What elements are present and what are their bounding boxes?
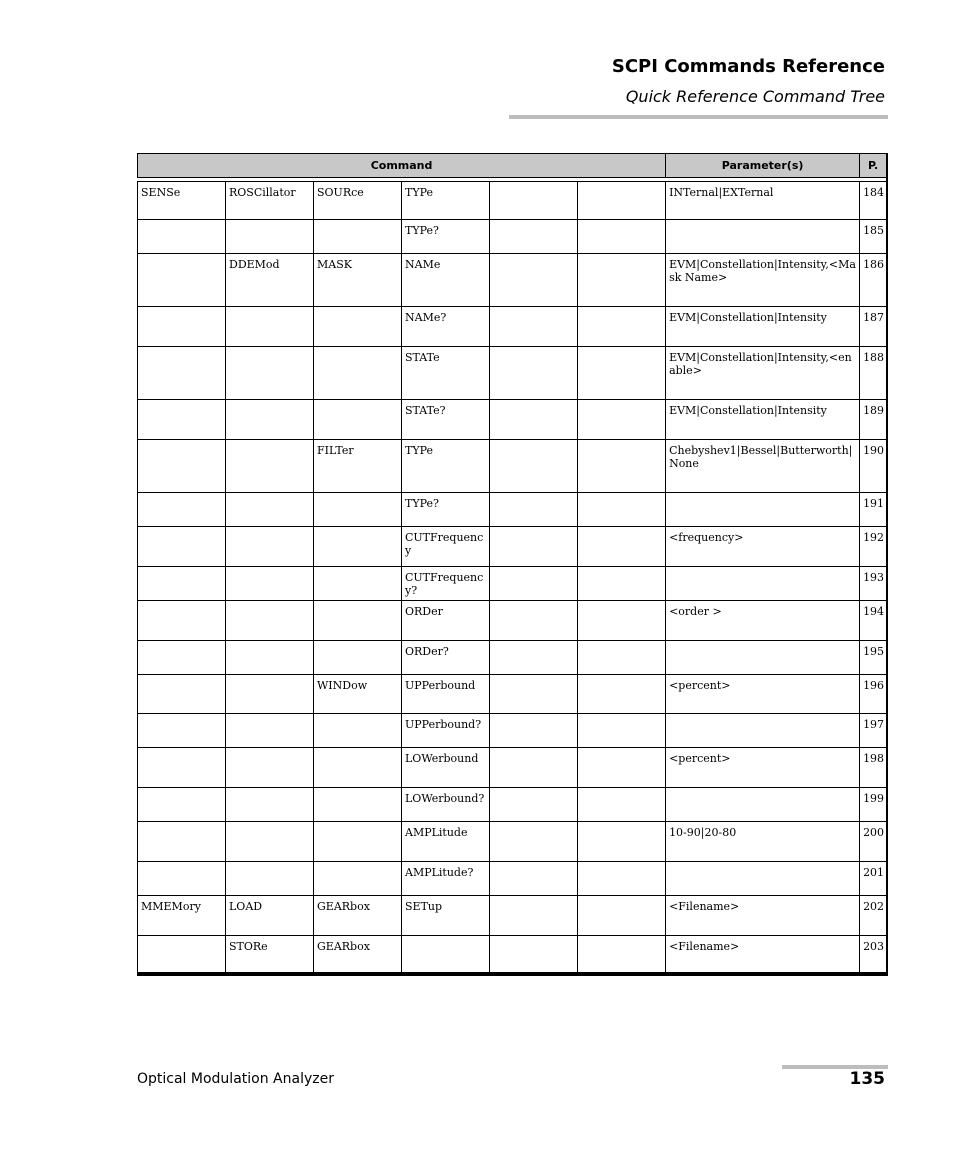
command-level-2-cell: [226, 400, 314, 440]
command-level-4-cell: CUTFrequency?: [402, 567, 490, 601]
parameter-cell: Chebyshev1|Bessel|Butterworth|None: [666, 440, 860, 493]
command-level-6-cell: [578, 675, 666, 714]
parameter-cell: <frequency>: [666, 527, 860, 567]
command-level-5-cell: [490, 567, 578, 601]
command-level-1-cell: [138, 822, 226, 862]
command-level-6-cell: [578, 788, 666, 822]
command-level-3-cell: WINDow: [314, 675, 402, 714]
parameter-cell: [666, 220, 860, 254]
command-level-3-cell: [314, 822, 402, 862]
command-level-2-cell: STORe: [226, 936, 314, 973]
command-level-4-cell: UPPerbound?: [402, 714, 490, 748]
command-level-5-cell: [490, 220, 578, 254]
command-level-4-cell: ORDer: [402, 601, 490, 641]
table-row: [138, 714, 887, 748]
command-level-4-cell: TYPe: [402, 440, 490, 493]
command-level-2-cell: [226, 527, 314, 567]
command-level-4-cell: TYPe?: [402, 493, 490, 527]
command-level-4-cell: TYPe?: [402, 220, 490, 254]
table-row: [138, 896, 887, 936]
command-level-3-cell: MASK: [314, 254, 402, 307]
parameter-cell: [666, 714, 860, 748]
page-ref-cell: 188: [860, 347, 887, 400]
command-level-2-cell: [226, 748, 314, 788]
table-row: [138, 748, 887, 788]
command-level-4-cell: AMPLitude: [402, 822, 490, 862]
parameter-cell: INTernal|EXTernal: [666, 182, 860, 220]
page-ref-cell: 195: [860, 641, 887, 675]
table-row: [138, 601, 887, 641]
command-level-3-cell: [314, 527, 402, 567]
command-level-2-cell: ROSCillator: [226, 182, 314, 220]
command-level-1-cell: [138, 862, 226, 896]
command-table: [137, 153, 887, 973]
command-level-3-cell: [314, 307, 402, 347]
command-level-3-cell: [314, 493, 402, 527]
command-level-5-cell: [490, 440, 578, 493]
page-ref-cell: 189: [860, 400, 887, 440]
table-row: [138, 493, 887, 527]
command-level-4-cell: CUTFrequency: [402, 527, 490, 567]
command-level-4-cell: TYPe: [402, 182, 490, 220]
command-level-6-cell: [578, 493, 666, 527]
table-body: [138, 182, 887, 973]
command-level-5-cell: [490, 493, 578, 527]
command-level-3-cell: [314, 567, 402, 601]
page-ref-cell: 197: [860, 714, 887, 748]
parameter-cell: EVM|Constellation|Intensity,<enable>: [666, 347, 860, 400]
page-ref-cell: 186: [860, 254, 887, 307]
table-header-row: [138, 154, 887, 178]
header-parameters: Parameter(s): [666, 154, 860, 178]
command-level-2-cell: [226, 347, 314, 400]
command-level-6-cell: [578, 254, 666, 307]
table-row: [138, 347, 887, 400]
command-level-6-cell: [578, 440, 666, 493]
header-rule: [509, 115, 888, 119]
command-level-2-cell: [226, 440, 314, 493]
command-level-6-cell: [578, 862, 666, 896]
command-level-6-cell: [578, 220, 666, 254]
command-level-1-cell: [138, 567, 226, 601]
command-level-1-cell: [138, 493, 226, 527]
parameter-cell: 10-90|20-80: [666, 822, 860, 862]
command-level-2-cell: [226, 567, 314, 601]
command-level-2-cell: [226, 714, 314, 748]
command-level-5-cell: [490, 896, 578, 936]
command-level-2-cell: [226, 601, 314, 641]
command-level-1-cell: [138, 936, 226, 973]
command-level-3-cell: [314, 220, 402, 254]
command-level-4-cell: NAMe: [402, 254, 490, 307]
command-level-6-cell: [578, 822, 666, 862]
table-row: [138, 675, 887, 714]
parameter-cell: EVM|Constellation|Intensity,<Mask Name>: [666, 254, 860, 307]
page-ref-cell: 192: [860, 527, 887, 567]
table-row: [138, 788, 887, 822]
footer-page-number: 135: [849, 1069, 885, 1089]
table-row: [138, 400, 887, 440]
command-level-4-cell: ORDer?: [402, 641, 490, 675]
command-level-5-cell: [490, 748, 578, 788]
parameter-cell: <order >: [666, 601, 860, 641]
page-ref-cell: 184: [860, 182, 887, 220]
page-ref-cell: 194: [860, 601, 887, 641]
command-level-2-cell: [226, 862, 314, 896]
command-level-1-cell: [138, 527, 226, 567]
command-level-4-cell: [402, 936, 490, 973]
table-row: [138, 641, 887, 675]
command-level-4-cell: SETup: [402, 896, 490, 936]
page-subtitle: Quick Reference Command Tree: [625, 87, 885, 106]
command-level-4-cell: LOWerbound?: [402, 788, 490, 822]
command-level-3-cell: [314, 347, 402, 400]
page-ref-cell: 193: [860, 567, 887, 601]
page-ref-cell: 199: [860, 788, 887, 822]
command-level-1-cell: [138, 440, 226, 493]
table-row: [138, 936, 887, 973]
command-level-5-cell: [490, 307, 578, 347]
page-ref-cell: 203: [860, 936, 887, 973]
command-level-4-cell: LOWerbound: [402, 748, 490, 788]
page-ref-cell: 191: [860, 493, 887, 527]
command-level-2-cell: [226, 788, 314, 822]
command-level-1-cell: [138, 601, 226, 641]
command-level-5-cell: [490, 641, 578, 675]
command-level-1-cell: [138, 400, 226, 440]
command-level-3-cell: SOURce: [314, 182, 402, 220]
command-level-6-cell: [578, 347, 666, 400]
command-level-1-cell: [138, 748, 226, 788]
page-ref-cell: 187: [860, 307, 887, 347]
command-level-3-cell: [314, 601, 402, 641]
command-level-5-cell: [490, 400, 578, 440]
command-level-6-cell: [578, 936, 666, 973]
command-level-3-cell: [314, 788, 402, 822]
command-level-4-cell: AMPLitude?: [402, 862, 490, 896]
command-level-4-cell: NAMe?: [402, 307, 490, 347]
parameter-cell: <Filename>: [666, 936, 860, 973]
command-level-2-cell: LOAD: [226, 896, 314, 936]
table-row: [138, 254, 887, 307]
page-title: SCPI Commands Reference: [611, 56, 885, 77]
command-level-5-cell: [490, 936, 578, 973]
command-level-1-cell: [138, 347, 226, 400]
command-level-1-cell: [138, 788, 226, 822]
command-level-2-cell: [226, 641, 314, 675]
table-row: [138, 307, 887, 347]
command-level-2-cell: [226, 822, 314, 862]
command-level-6-cell: [578, 601, 666, 641]
command-level-1-cell: MMEMory: [138, 896, 226, 936]
command-level-2-cell: DDEMod: [226, 254, 314, 307]
command-level-5-cell: [490, 862, 578, 896]
table-row: [138, 182, 887, 220]
command-level-3-cell: [314, 714, 402, 748]
command-level-1-cell: SENSe: [138, 182, 226, 220]
command-level-6-cell: [578, 641, 666, 675]
command-level-1-cell: [138, 220, 226, 254]
parameter-cell: <percent>: [666, 675, 860, 714]
parameter-cell: [666, 862, 860, 896]
header-page: P.: [860, 154, 887, 178]
command-level-3-cell: [314, 748, 402, 788]
parameter-cell: [666, 788, 860, 822]
command-level-6-cell: [578, 714, 666, 748]
command-level-6-cell: [578, 527, 666, 567]
command-level-1-cell: [138, 254, 226, 307]
command-level-5-cell: [490, 822, 578, 862]
command-level-3-cell: [314, 641, 402, 675]
command-level-3-cell: FILTer: [314, 440, 402, 493]
table-row: [138, 862, 887, 896]
page-ref-cell: 185: [860, 220, 887, 254]
parameter-cell: EVM|Constellation|Intensity: [666, 400, 860, 440]
page-ref-cell: 201: [860, 862, 887, 896]
command-level-6-cell: [578, 400, 666, 440]
table-row: [138, 822, 887, 862]
command-level-6-cell: [578, 307, 666, 347]
command-table-wrapper: [137, 153, 888, 976]
command-level-3-cell: GEARbox: [314, 936, 402, 973]
command-level-5-cell: [490, 601, 578, 641]
table-row: [138, 527, 887, 567]
parameter-cell: EVM|Constellation|Intensity: [666, 307, 860, 347]
command-level-5-cell: [490, 675, 578, 714]
command-level-1-cell: [138, 641, 226, 675]
command-level-5-cell: [490, 182, 578, 220]
command-level-6-cell: [578, 182, 666, 220]
command-level-4-cell: STATe?: [402, 400, 490, 440]
command-level-5-cell: [490, 347, 578, 400]
command-level-3-cell: GEARbox: [314, 896, 402, 936]
command-level-2-cell: [226, 493, 314, 527]
command-level-5-cell: [490, 527, 578, 567]
command-level-2-cell: [226, 307, 314, 347]
command-level-5-cell: [490, 254, 578, 307]
parameter-cell: <percent>: [666, 748, 860, 788]
page-ref-cell: 200: [860, 822, 887, 862]
command-level-3-cell: [314, 400, 402, 440]
parameter-cell: [666, 567, 860, 601]
command-level-5-cell: [490, 788, 578, 822]
page-ref-cell: 196: [860, 675, 887, 714]
header-command: Command: [138, 154, 666, 178]
page-ref-cell: 202: [860, 896, 887, 936]
command-level-5-cell: [490, 714, 578, 748]
page-ref-cell: 198: [860, 748, 887, 788]
command-level-4-cell: UPPerbound: [402, 675, 490, 714]
footer-product: Optical Modulation Analyzer: [137, 1071, 334, 1087]
parameter-cell: [666, 641, 860, 675]
command-level-6-cell: [578, 896, 666, 936]
command-level-3-cell: [314, 862, 402, 896]
command-level-1-cell: [138, 307, 226, 347]
table-row: [138, 220, 887, 254]
command-level-2-cell: [226, 220, 314, 254]
page-ref-cell: 190: [860, 440, 887, 493]
table-row: [138, 440, 887, 493]
parameter-cell: <Filename>: [666, 896, 860, 936]
command-level-6-cell: [578, 567, 666, 601]
command-level-1-cell: [138, 714, 226, 748]
parameter-cell: [666, 493, 860, 527]
command-level-2-cell: [226, 675, 314, 714]
command-level-6-cell: [578, 748, 666, 788]
command-level-4-cell: STATe: [402, 347, 490, 400]
command-level-1-cell: [138, 675, 226, 714]
table-row: [138, 567, 887, 601]
